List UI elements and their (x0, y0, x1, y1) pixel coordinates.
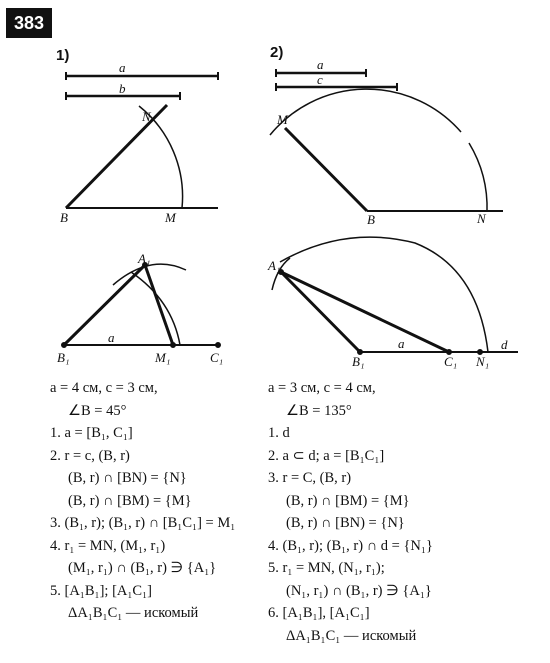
ray-BN (66, 105, 167, 208)
part1-heading: 1) (56, 47, 70, 64)
step-line: 6. [A₁B₁], [A₁C₁] (268, 605, 370, 621)
label-A1-2: A₁ (268, 258, 281, 273)
arc-B-r-2 (270, 89, 461, 135)
label-B1: B₁ (57, 350, 70, 365)
step-line: 3. (B₁, r); (B₁, r) ∩ [B₁C₁] = M₁ (50, 515, 236, 531)
step-line: (B, r) ∩ [BM) = {M} (286, 492, 410, 509)
point-B1 (62, 343, 67, 348)
step-line: 4. r₁ = MN, (M₁, r₁) (50, 537, 166, 554)
part1-bottom-figure (62, 263, 221, 348)
label-a-side-2: a (398, 336, 405, 351)
step-line: 5. [A₁B₁]; [A₁C₁] (50, 582, 152, 599)
part2-bottom-figure (272, 237, 518, 354)
label-N: N (142, 109, 151, 124)
label-c-2: c (317, 72, 323, 87)
step-line: a = 4 см, c = 3 см, (50, 380, 158, 396)
label-b-1: b (119, 81, 126, 96)
step-line: (M₁, r₁) ∩ (B₁, r) ∋ {A₁} (68, 560, 217, 576)
step-line: 2. a ⊂ d; a = [B₁C₁] (268, 447, 385, 464)
ray-BM-2 (285, 128, 367, 211)
label-B-2: B (367, 212, 375, 227)
step-line: 5. r₁ = MN, (N₁, r₁); (268, 560, 385, 576)
step-line: ΔA₁B₁C₁ — искомый (286, 627, 417, 644)
step-line: a = 3 см, c = 4 см, (268, 380, 376, 396)
part2-heading: 2) (270, 44, 284, 61)
label-a-2: a (317, 57, 324, 72)
label-C1: C₁ (210, 350, 224, 365)
step-line: 1. d (268, 425, 290, 441)
step-line: 3. r = C, (B, r) (268, 470, 352, 486)
problem-number: 383 (13, 13, 45, 33)
part2-top-figure (270, 69, 503, 212)
side-A1B1 (64, 265, 145, 345)
side-A1B1-2 (281, 272, 360, 352)
step-line: ∠B = 135° (286, 402, 352, 419)
step-line: ΔA₁B₁C₁ — искомый (68, 605, 199, 621)
side-A1C1 (145, 265, 173, 345)
side-A1C1-2 (281, 272, 449, 352)
label-M: M (165, 210, 176, 225)
part1-steps (50, 377, 235, 625)
label-N1: N₁ (476, 354, 490, 369)
point-M1 (171, 343, 176, 348)
label-a-side-1: a (108, 330, 115, 345)
label-N-2: N (477, 211, 486, 226)
step-line: (N₁, r₁) ∩ (B₁, r) ∋ {A₁} (286, 582, 432, 599)
label-B: B (60, 210, 68, 225)
label-C1-2: C₁ (444, 354, 458, 369)
step-line: ∠B = 45° (68, 402, 127, 419)
step-line: (B, r) ∩ [BN) = {N} (68, 470, 187, 486)
part2-steps (268, 377, 433, 647)
point-C1 (216, 343, 221, 348)
arc-B1-r (131, 272, 180, 345)
step-line: (B, r) ∩ [BN) = {N} (286, 515, 405, 531)
label-A1: A₁ (138, 251, 151, 266)
arc-N1-r1 (280, 237, 488, 352)
step-line: (B, r) ∩ [BM) = {M} (68, 492, 192, 509)
label-M-2: M (277, 112, 288, 127)
label-a-1: a (119, 60, 126, 75)
step-line: 2. r = c, (B, r) (50, 447, 130, 464)
label-B1-2: B₁ (352, 354, 365, 369)
label-d: d (501, 337, 508, 352)
part1-top-figure (66, 72, 218, 208)
label-M1: M₁ (155, 350, 171, 365)
step-line: 1. a = [B₁, C₁] (50, 425, 133, 441)
step-line: 4. (B₁, r); (B₁, r) ∩ d = {N₁} (268, 537, 433, 554)
